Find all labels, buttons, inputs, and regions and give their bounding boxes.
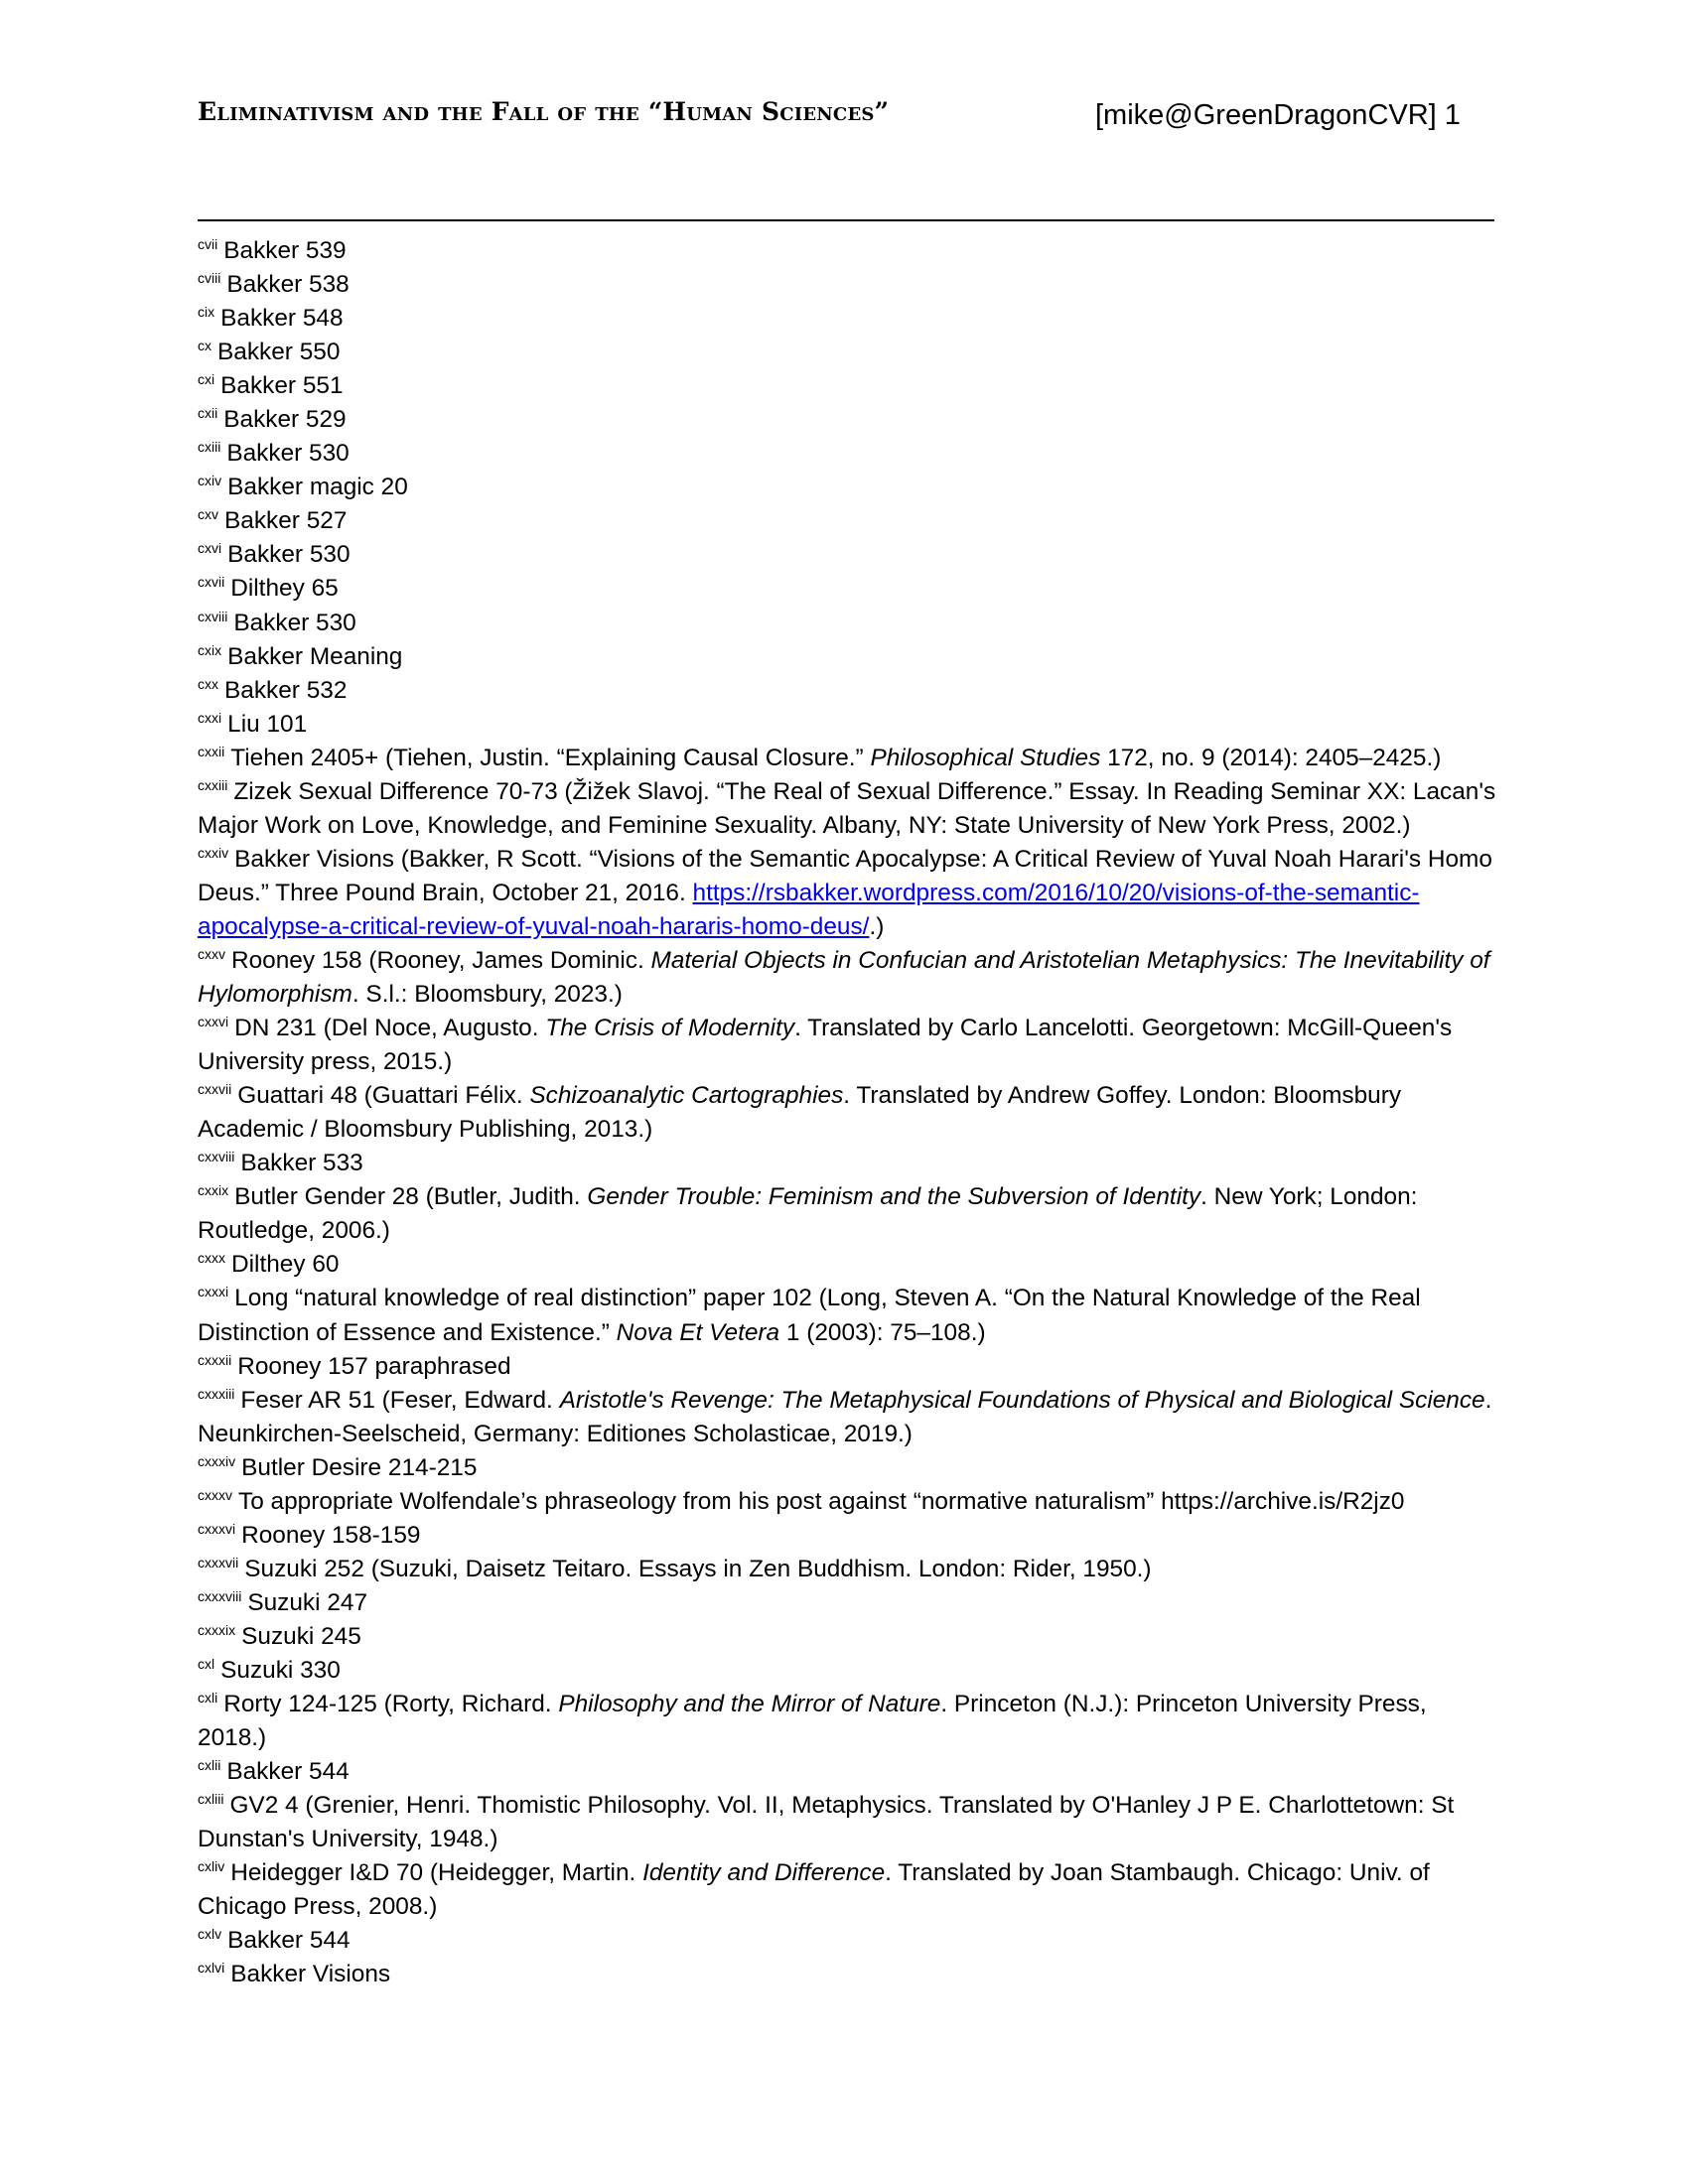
endnote-marker: cxlv: [198, 1926, 222, 1943]
endnote-text: Bakker 530: [227, 541, 351, 569]
endnote-marker: cxxiv: [198, 844, 229, 861]
endnote: [198, 843, 1500, 944]
endnote-text: . Translated by Andrew Goffey. London: Bloomsbury Academic / Bloomsbury Publishing, 2013.): [198, 1082, 1402, 1144]
endnote: [198, 1350, 1500, 1384]
endnote-marker: cxii: [198, 405, 218, 422]
endnote-text: Bakker magic 20: [227, 474, 408, 501]
endnote: [198, 234, 1500, 268]
endnote: [198, 1958, 1500, 1991]
endnote-marker: cxli: [198, 1690, 218, 1706]
endnote-text: Heidegger I&D 70 (Heidegger, Martin.: [230, 1859, 643, 1887]
endnote-marker: cxxxvi: [198, 1520, 236, 1537]
endnote: [198, 1147, 1500, 1180]
endnote-marker: cxxi: [198, 709, 222, 726]
endnote-title-italic: Philosophical Studies: [870, 744, 1101, 771]
endnote-text: Bakker 527: [224, 507, 348, 535]
endnote-text: . Neunkirchen-Seelscheid, Germany: Editiones Scholasticae, 2019.): [198, 1386, 1492, 1447]
endnote-text: Zizek Sexual Difference 70-73 (Žižek Slavoj. “The Real of Sexual Difference.” Essay. In Reading Seminar XX: Lacan's Major Work on Love, Knowledge, and Feminine Sexuality. Albany, NY: State University of New York Press, 2002.): [198, 777, 1496, 839]
endnote-text: 172, no. 9 (2014): 2405–2425.): [1100, 744, 1442, 771]
endnote: [198, 1519, 1500, 1553]
endnote-marker: cix: [198, 304, 215, 321]
endnote-marker: cxxvi: [198, 1014, 229, 1030]
endnote-title-italic: Nova Et Vetera: [616, 1318, 780, 1346]
endnote-title-italic: Schizoanalytic Cartographies: [529, 1082, 844, 1110]
endnote-text: Feser AR 51 (Feser, Edward.: [240, 1386, 560, 1414]
endnote-text: Suzuki 245: [241, 1622, 361, 1650]
endnote: [198, 640, 1500, 674]
endnote-text: Bakker 544: [227, 1927, 351, 1955]
endnote-text: . New York; London: Routledge, 2006.): [198, 1183, 1418, 1245]
endnote-title-italic: Philosophy and the Mirror of Nature: [558, 1691, 941, 1718]
endnote-text: Butler Gender 28 (Butler, Judith.: [234, 1183, 588, 1211]
endnote: [198, 268, 1500, 302]
endnote-title-italic: The Crisis of Modernity: [545, 1015, 795, 1042]
running-header-author-page: [mike@GreenDragonCVR] 1: [1095, 99, 1461, 131]
endnote-text: DN 231 (Del Noce, Augusto.: [234, 1015, 546, 1042]
endnote-text: Rooney 157 paraphrased: [237, 1352, 511, 1380]
endnote-text: .): [869, 912, 885, 940]
endnote-text: Bakker 550: [217, 339, 341, 366]
endnote-marker: cxiii: [198, 439, 221, 456]
endnote-text: Bakker 529: [223, 406, 347, 434]
endnote-marker: cxxii: [198, 743, 225, 759]
endnote-marker: cxxxi: [198, 1284, 229, 1300]
endnote-text: Bakker 538: [226, 271, 350, 299]
endnote-title-italic: Gender Trouble: Feminism and the Subversion of Identity: [587, 1183, 1201, 1211]
endnote-title-italic: Aristotle's Revenge: The Metaphysical Foundations of Physical and Biological Science: [559, 1386, 1485, 1414]
endnote-text: Bakker 530: [233, 609, 356, 636]
endnote-marker: cxliv: [198, 1858, 225, 1875]
endnote-text: Long “natural knowledge of real distinction” paper 102 (Long, Steven A. “On the Natural Knowledge of the Real Distinction of Essence and Existence.”: [198, 1285, 1421, 1346]
endnote-marker: cxix: [198, 641, 222, 658]
endnote-text: Butler Desire 214-215: [241, 1453, 478, 1481]
endnote: [198, 1553, 1500, 1586]
endnote-marker: cxxiii: [198, 776, 228, 793]
endnote-text: Bakker 533: [240, 1150, 363, 1177]
endnote-marker: cxx: [198, 675, 218, 692]
endnote-text: Rooney 158 (Rooney, James Dominic.: [231, 946, 651, 974]
endnote-marker: cxxxiii: [198, 1385, 235, 1402]
endnote-marker: cxxx: [198, 1250, 225, 1267]
endnote: [198, 1485, 1500, 1519]
endnote: [198, 1586, 1500, 1620]
endnote-marker: cxxxiv: [198, 1452, 236, 1469]
endnote: [198, 1248, 1500, 1282]
endnote: [198, 1012, 1500, 1079]
endnote: [198, 369, 1500, 403]
endnote: [198, 1079, 1500, 1147]
endnote: [198, 775, 1500, 843]
endnotes-list: [198, 234, 1500, 1991]
running-header-title: Eliminativism and the Fall of the “Human Sciences”: [198, 97, 890, 126]
endnote-marker: cxxxviii: [198, 1587, 242, 1604]
endnote-text: Rooney 158-159: [241, 1521, 421, 1549]
endnote-text: Dilthey 60: [231, 1251, 340, 1279]
endnote: [198, 607, 1500, 640]
endnote-marker: cxxxv: [198, 1486, 232, 1503]
endnote-text: Suzuki 252 (Suzuki, Daisetz Teitaro. Essays in Zen Buddhism. London: Rider, 1950.): [244, 1555, 1152, 1582]
endnote-marker: cxlvi: [198, 1960, 225, 1977]
endnote-marker: cxiv: [198, 473, 222, 489]
endnote-marker: cxxxix: [198, 1621, 236, 1638]
endnote: [198, 1789, 1500, 1856]
endnote: [198, 742, 1500, 775]
endnote-text: Bakker 551: [220, 372, 344, 400]
endnote-marker: cvii: [198, 236, 218, 252]
endnote: [198, 1688, 1500, 1755]
endnote: [198, 572, 1500, 606]
endnote-marker: cxviii: [198, 608, 228, 624]
endnote: [198, 336, 1500, 369]
endnote-marker: cxxxvii: [198, 1554, 239, 1570]
endnote-text: Bakker 530: [226, 440, 350, 468]
endnote-text: Dilthey 65: [230, 575, 339, 603]
endnote-title-italic: Identity and Difference: [642, 1859, 886, 1887]
endnote-marker: cx: [198, 338, 211, 354]
endnote: [198, 944, 1500, 1012]
endnote: [198, 403, 1500, 437]
endnote: [198, 504, 1500, 538]
endnote: [198, 1755, 1500, 1789]
endnote-text: . S.l.: Bloomsbury, 2023.): [352, 981, 623, 1009]
endnote: [198, 437, 1500, 471]
endnote-text: Rorty 124-125 (Rorty, Richard.: [223, 1691, 559, 1718]
endnote-marker: cxliii: [198, 1791, 224, 1808]
endnote-marker: cxi: [198, 371, 215, 388]
endnote-text: Bakker Visions (Bakker, R Scott. “Visions of the Semantic Apocalypse: A Critical Review of Yuval Noah Harari's Homo Deus.” Three Pound Brain, October 21, 2016.: [198, 845, 1492, 906]
endnote-title-italic: Material Objects in Confucian and Aristotelian Metaphysics: The Inevitability of Hylomorphism: [198, 946, 1490, 1009]
endnotes-separator-rule: [198, 219, 1494, 221]
endnote-text: . Translated by Carlo Lancelotti. Georgetown: McGill-Queen's University press, 2015.): [198, 1015, 1453, 1076]
endnote-text: . Translated by Joan Stambaugh. Chicago: Univ. of Chicago Press, 2008.): [198, 1859, 1430, 1921]
endnote: [198, 1856, 1500, 1924]
endnote: [198, 1620, 1500, 1654]
endnote: [198, 1924, 1500, 1958]
endnote-text: 1 (2003): 75–108.): [779, 1318, 986, 1346]
endnote-marker: cxlii: [198, 1757, 221, 1774]
endnote-hyperlink[interactable]: https://rsbakker.wordpress.com/2016/10/20/visions-of-the-semantic-apocalypse-a-critical-review-of-yuval-noah-hararis-homo-deus/: [198, 879, 1420, 940]
endnote-text: Suzuki 330: [220, 1656, 341, 1684]
endnote-marker: cxxix: [198, 1182, 229, 1199]
endnote-text: Bakker Meaning: [227, 642, 403, 670]
endnote: [198, 1180, 1500, 1248]
endnote-marker: cxxviii: [198, 1149, 235, 1165]
endnote-text: Bakker 548: [220, 305, 344, 333]
endnote: [198, 1384, 1500, 1451]
endnote-marker: cxl: [198, 1655, 215, 1672]
endnote-text: Bakker 544: [226, 1758, 350, 1786]
endnote-text: . Princeton (N.J.): Princeton University Press, 2018.): [198, 1691, 1427, 1752]
endnote: [198, 471, 1500, 504]
endnote-marker: cxxvii: [198, 1081, 232, 1098]
endnote-text: To appropriate Wolfendale’s phraseology from his post against “normative naturalism” https://archive.is/R2jz0: [238, 1487, 1405, 1515]
endnote: [198, 302, 1500, 336]
endnote-text: Bakker 539: [223, 237, 347, 264]
endnote: [198, 1451, 1500, 1485]
endnote: [198, 674, 1500, 708]
endnote: [198, 708, 1500, 742]
endnote: [198, 538, 1500, 572]
endnote-text: Liu 101: [227, 710, 308, 738]
endnote-marker: cxxv: [198, 945, 225, 962]
endnote-text: Bakker 532: [224, 676, 348, 704]
endnote-text: Suzuki 247: [247, 1588, 368, 1616]
endnote: [198, 1654, 1500, 1688]
endnote-marker: cxvi: [198, 540, 222, 557]
endnote-text: Guattari 48 (Guattari Félix.: [237, 1082, 530, 1110]
endnote-text: Tiehen 2405+ (Tiehen, Justin. “Explaining Causal Closure.”: [230, 744, 871, 771]
endnote-text: Bakker Visions: [230, 1961, 391, 1988]
endnote-marker: cxv: [198, 506, 218, 523]
endnote-text: GV2 4 (Grenier, Henri. Thomistic Philosophy. Vol. II, Metaphysics. Translated by O'Hanley J P E. Charlottetown: St Dunstan's University, 1948.): [198, 1792, 1455, 1853]
endnote-marker: cxxxii: [198, 1351, 232, 1368]
endnote: [198, 1282, 1500, 1349]
endnote-marker: cxvii: [198, 574, 225, 591]
endnote-marker: cviii: [198, 270, 221, 287]
